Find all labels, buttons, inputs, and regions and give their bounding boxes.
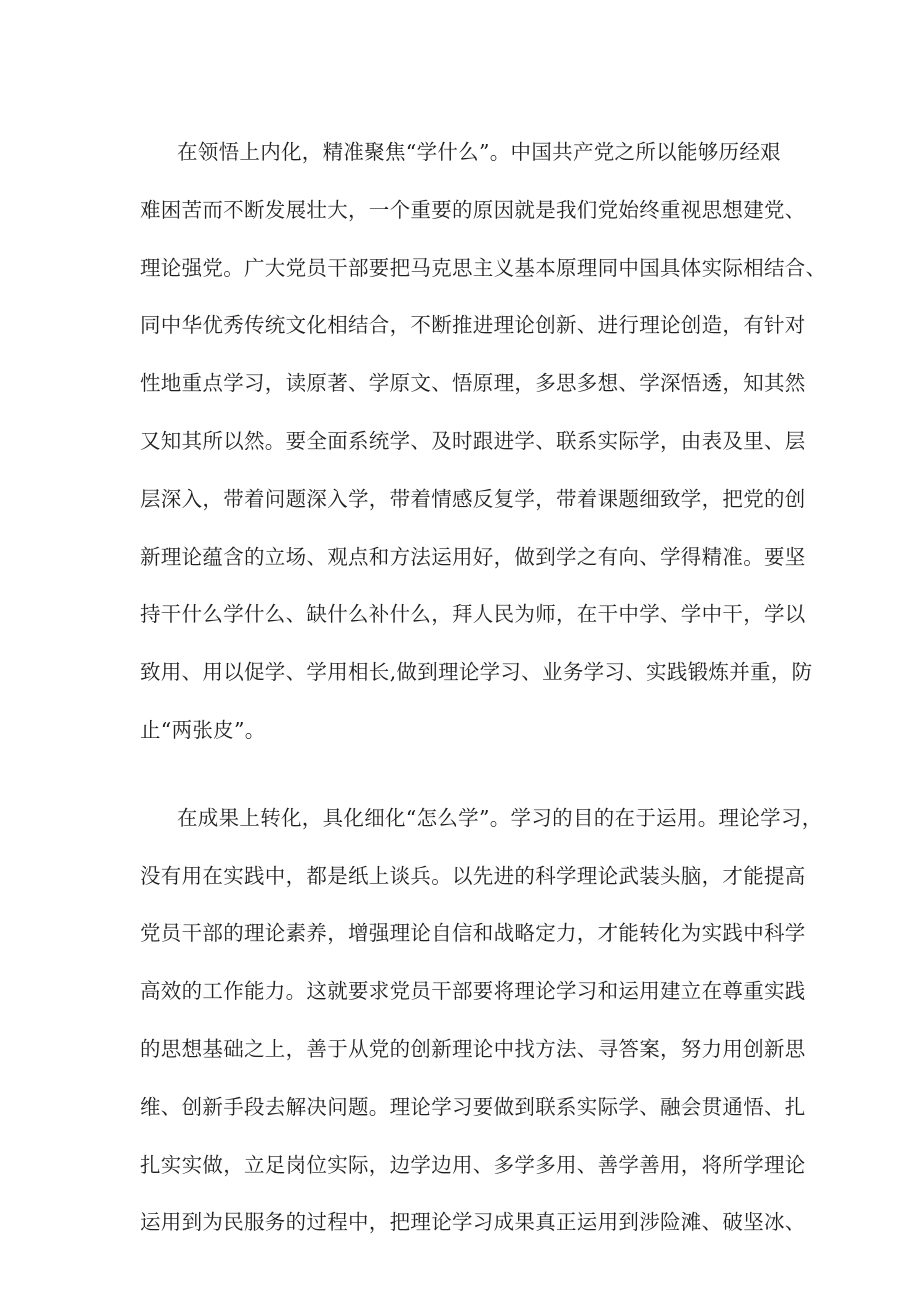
text-line: 又知其所以然。要全面系统学、及时跟进学、联系实际学，由表及里、层 <box>140 428 806 453</box>
paragraph-1 <box>140 124 827 760</box>
text-line: 同中华优秀传统文化相结合，不断推进理论创新、进行理论创造，有针对 <box>140 313 806 338</box>
text-line: 没有用在实践中，都是纸上谈兵。以先进的科学理论武装头脑，才能提高 <box>140 863 806 888</box>
text-line: 维、创新手段去解决问题。理论学习要做到联系实际学、融会贯通悟、扎 <box>140 1094 806 1119</box>
text-line: 止“两张皮”。 <box>140 717 266 742</box>
document-body <box>140 124 827 1252</box>
text-line: 在成果上转化，具化细化“怎么学”。学习的目的在于运用。理论学习， <box>177 805 823 830</box>
text-line: 新理论蕴含的立场、观点和方法运用好，做到学之有向、学得精准。要坚 <box>140 544 806 569</box>
text-line: 难困苦而不断发展壮大，一个重要的原因就是我们党始终重视思想建党、 <box>140 197 806 222</box>
text-line: 党员干部的理论素养，增强理论自信和战略定力，才能转化为实践中科学 <box>140 921 806 946</box>
text-line: 高效的工作能力。这就要求党员干部要将理论学习和运用建立在尊重实践 <box>140 979 806 1004</box>
text-line: 理论强党。广大党员干部要把马克思主义基本原理同中国具体实际相结合、 <box>140 255 827 280</box>
text-line: 致用、用以促学、学用相长,做到理论学习、业务学习、实践锻炼并重，防 <box>140 660 813 685</box>
text-line: 层深入，带着问题深入学，带着情感反复学，带着课题细致学，把党的创 <box>140 486 806 511</box>
text-line: 在领悟上内化，精准聚焦“学什么”。中国共产党之所以能够历经艰 <box>177 140 781 164</box>
text-line: 持干什么学什么、缺什么补什么，拜人民为师，在干中学、学中干，学以 <box>140 602 806 627</box>
paragraph-2 <box>140 790 823 1252</box>
text-line: 扎实实做，立足岗位实际，边学边用、多学多用、善学善用，将所学理论 <box>140 1152 806 1177</box>
text-line: 性地重点学习，读原著、学原文、悟原理，多思多想、学深悟透，知其然 <box>140 371 806 396</box>
text-line: 运用到为民服务的过程中，把理论学习成果真正运用到涉险滩、破坚冰、 <box>140 1210 806 1235</box>
text-line: 的思想基础之上，善于从党的创新理论中找方法、寻答案，努力用创新思 <box>140 1036 806 1061</box>
